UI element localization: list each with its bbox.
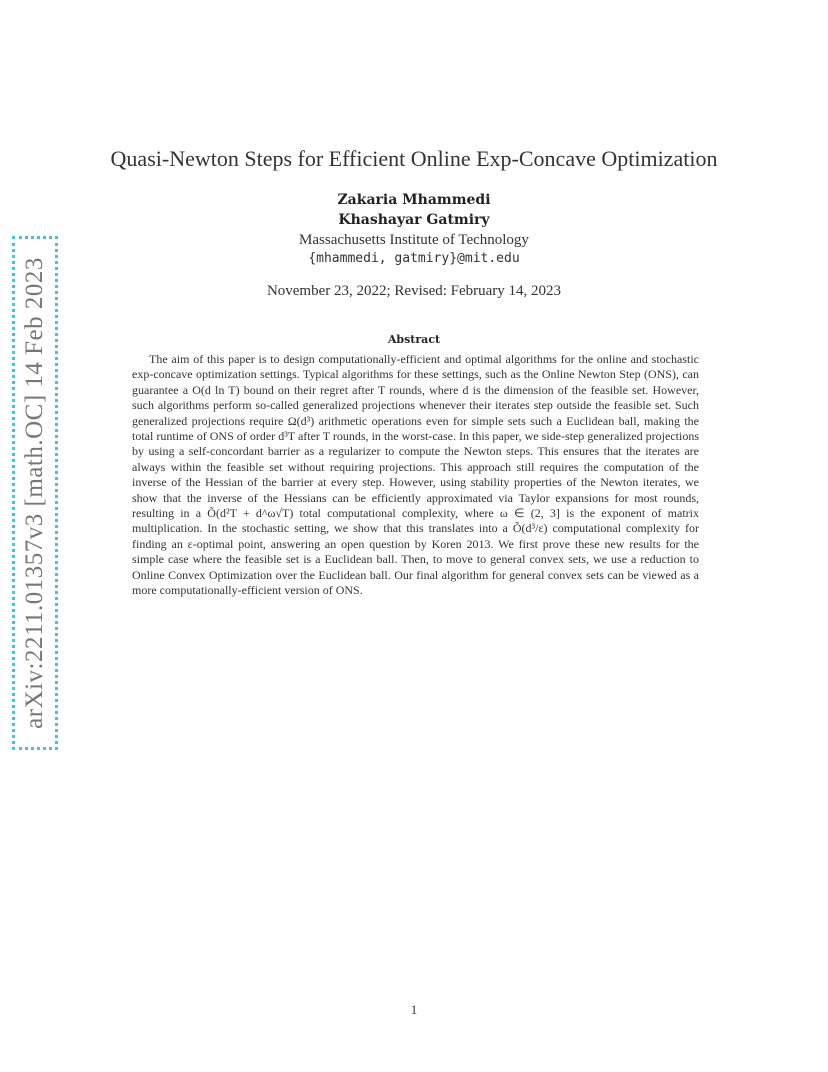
author-email: {mhammedi, gatmiry}@mit.edu	[308, 251, 520, 266]
publication-dates: November 23, 2022; Revised: February 14, 2023	[266, 283, 562, 299]
author-name: Zakaria Mhammedi	[337, 192, 491, 208]
abstract-body: The aim of this paper is to design computationally-efficient and optimal algorithms for the online and stochastic exp-concave optimization settings. Typical algorithms for these settings, such as the Online Newton Step (ONS), can guarantee a O(d ln T) bound on their regret after T rounds, where d is the dimension of the feasible set. However, such algorithms perform so-called generalized projections whenever their iterates step outside the feasible set. Such generalized projections require Ω(d³) arithmetic operations even for simple sets such a Euclidean ball, making the total runtime of ONS of order d³T after T rounds, in the worst-case. In this paper, we side-step generalized projections by using a self-concordant barrier as a regularizer to compute the Newton steps. This ensures that the iterates are always within the feasible set without requiring projections. This approach still requires the computation of the inverse of the Hessian of the barrier at every step. However, using stability properties of the Newton iterates, we show that the inverse of the Hessians can be efficiently approximated via Taylor expansions for most rounds, resulting in a Õ(d²T + d^ω√T) total computational complexity, where ω ∈ (2, 3] is the exponent of matrix multiplication. In the stochastic setting, we show that this translates into a Õ(d³/ε) computational complexity for finding an ε-optimal point, answering an open question by Koren 2013. We first prove these new results for the simple case where the feasible set is a Euclidean ball. Then, to move to general convex sets, we use a reduction to Online Convex Optimization over the Euclidean ball. Our final algorithm for general convex sets can be viewed as a more computationally-efficient version of ONS.	[132, 352, 699, 598]
abstract-heading: Abstract	[387, 333, 441, 346]
author-affiliation: Massachusetts Institute of Technology	[299, 232, 529, 248]
author-name: Khashayar Gatmiry	[338, 212, 490, 228]
arxiv-identifier: arXiv:2211.01357v3 [math.OC] 14 Feb 2023	[21, 257, 48, 729]
page-number: 1	[410, 1002, 418, 1017]
paper-title: Quasi-Newton Steps for Efficient Online Exp-Concave Optimization	[110, 146, 718, 171]
